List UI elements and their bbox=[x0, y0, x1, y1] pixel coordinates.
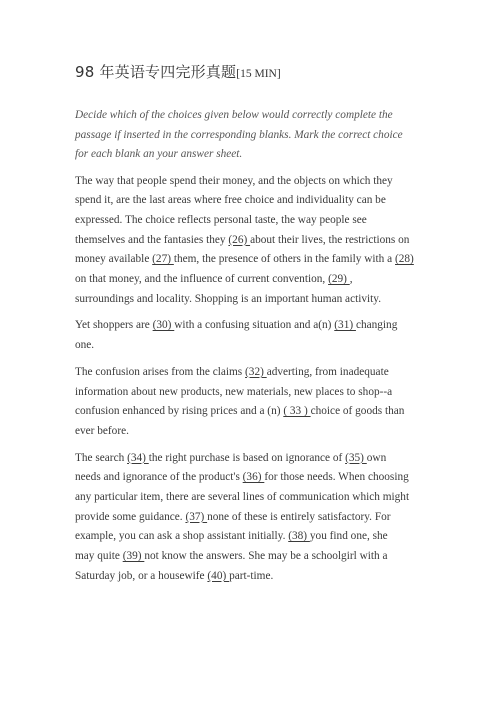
text-line bbox=[75, 422, 425, 442]
text-segment: the right purchase is based on ignorance of bbox=[148, 451, 346, 464]
paragraph bbox=[75, 449, 425, 587]
text-segment: confusion enhanced by rising prices and a (n) bbox=[75, 405, 284, 418]
text-segment: for those needs. When choosing bbox=[264, 471, 409, 484]
text-segment: The way that people spend their money, and the objects on which they bbox=[75, 174, 393, 187]
instruction-line: for each blank an your answer sheet. bbox=[75, 148, 243, 160]
answer-blank: (32) bbox=[245, 365, 267, 378]
text-line bbox=[75, 468, 425, 488]
text-segment: needs and ignorance of the product's bbox=[75, 471, 243, 484]
text-segment: may quite bbox=[75, 550, 123, 563]
text-line bbox=[75, 270, 425, 290]
text-line bbox=[75, 290, 425, 310]
text-segment: information about new products, new materials, new places to shop--a bbox=[75, 385, 393, 398]
text-line bbox=[75, 508, 425, 528]
text-segment: ever before. bbox=[75, 424, 129, 437]
text-line bbox=[75, 336, 425, 356]
text-segment: example, you can ask a shop assistant initially. bbox=[75, 530, 289, 543]
text-line bbox=[75, 231, 425, 251]
text-segment: spend it, are the last areas where free choice and individuality can be bbox=[75, 194, 386, 207]
text-segment: adverting, from inadequate bbox=[266, 365, 389, 378]
text-segment: on that money, and the influence of current convention, bbox=[75, 273, 329, 286]
answer-blank: (36) bbox=[242, 471, 265, 484]
page-title bbox=[75, 62, 425, 84]
text-segment: , bbox=[349, 273, 353, 286]
instruction-line: passage if inserted in the corresponding blanks. Mark the correct choice bbox=[75, 128, 403, 141]
text-line bbox=[75, 191, 425, 211]
text-line bbox=[75, 488, 425, 508]
text-segment: The confusion arises from the claims bbox=[75, 365, 246, 378]
text-segment: none of these is entirely satisfactory. For bbox=[207, 510, 391, 523]
paragraph bbox=[75, 316, 425, 355]
title-time: [15 MIN] bbox=[236, 68, 281, 80]
text-segment: you find one, she bbox=[309, 530, 388, 543]
text-segment: not know the answers. She may be a schoolgirl with a bbox=[144, 550, 388, 563]
text-line bbox=[75, 363, 425, 383]
answer-blank: (38) bbox=[288, 530, 310, 543]
passage bbox=[75, 172, 425, 587]
text-segment: The search bbox=[75, 451, 128, 464]
text-segment: about their lives, the restrictions on bbox=[250, 233, 410, 246]
answer-blank: (39) bbox=[122, 550, 145, 563]
document-page bbox=[75, 62, 425, 594]
text-segment: with a confusing situation and a(n) bbox=[174, 319, 335, 332]
text-segment: expressed. The choice reflects personal taste, the way people see bbox=[75, 213, 367, 226]
answer-blank: (28) bbox=[395, 253, 414, 266]
text-segment: them, the presence of others in the family with a bbox=[173, 253, 395, 266]
text-segment: themselves and the fantasies they bbox=[75, 233, 229, 246]
instruction-line: Decide which of the choices given below would correctly complete the bbox=[75, 109, 393, 121]
text-line bbox=[75, 527, 425, 547]
text-line bbox=[75, 402, 425, 422]
answer-blank: (40) bbox=[207, 569, 230, 582]
title-main: 98 年英语专四完形真题 bbox=[75, 63, 237, 81]
text-line bbox=[75, 316, 425, 336]
text-line bbox=[75, 172, 425, 192]
text-segment: provide some guidance. bbox=[75, 510, 186, 523]
text-segment: Saturday job, or a housewife bbox=[75, 569, 208, 582]
text-segment: choice of goods than bbox=[310, 405, 405, 418]
instructions bbox=[75, 106, 425, 165]
answer-blank: (37) bbox=[185, 510, 208, 523]
text-line bbox=[75, 547, 425, 567]
text-segment: own bbox=[366, 451, 387, 464]
text-line bbox=[75, 383, 425, 403]
paragraph bbox=[75, 172, 425, 310]
text-segment: any particular item, there are several lines of communication which might bbox=[75, 491, 410, 504]
text-segment: surroundings and locality. Shopping is an important human activity. bbox=[75, 292, 382, 305]
answer-blank: (30) bbox=[152, 319, 175, 332]
paragraph bbox=[75, 363, 425, 442]
answer-blank: (34) bbox=[127, 451, 149, 464]
text-segment: money available bbox=[75, 253, 153, 266]
text-segment: one. bbox=[75, 339, 95, 352]
answer-blank: ( 33 ) bbox=[283, 405, 311, 418]
answer-blank: (31) bbox=[334, 319, 356, 332]
answer-blank: (27) bbox=[152, 253, 174, 266]
text-segment: Yet shoppers are bbox=[75, 319, 153, 332]
answer-blank: (35) bbox=[345, 451, 367, 464]
answer-blank: (29) bbox=[328, 273, 350, 286]
text-line bbox=[75, 567, 425, 587]
answer-blank: (26) bbox=[228, 233, 251, 246]
text-segment: part-time. bbox=[229, 569, 274, 582]
text-line bbox=[75, 449, 425, 469]
text-segment: changing bbox=[355, 319, 398, 332]
text-line bbox=[75, 211, 425, 231]
text-line bbox=[75, 250, 425, 270]
